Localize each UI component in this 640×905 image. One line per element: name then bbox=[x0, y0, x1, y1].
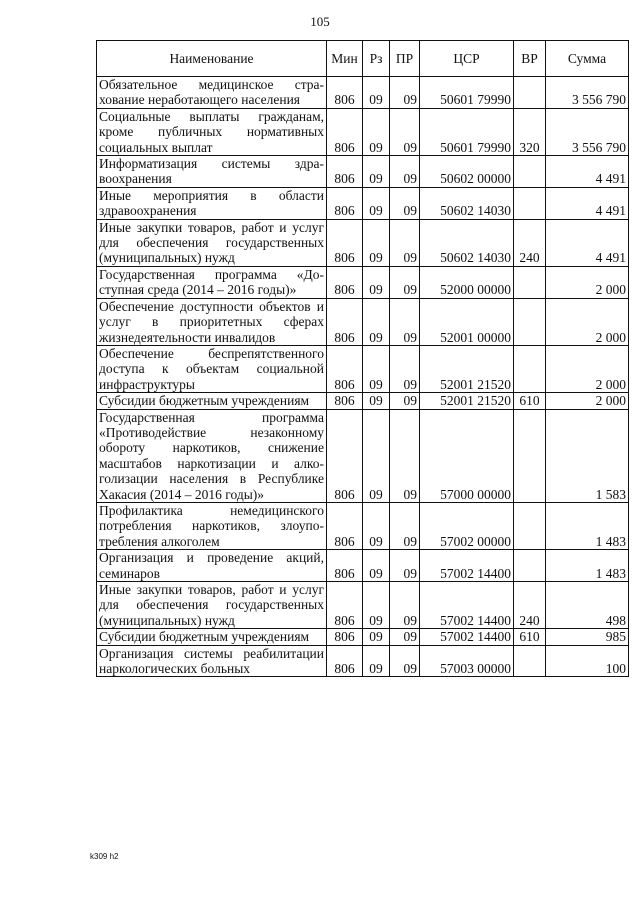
cell-name: Организация системы реабилитации наркологических больных bbox=[97, 645, 327, 677]
table-row bbox=[97, 582, 629, 629]
cell-min: 806 bbox=[327, 502, 363, 549]
cell-min: 806 bbox=[327, 629, 363, 645]
header-row bbox=[97, 41, 629, 77]
cell-csr: 52000 00000 bbox=[420, 266, 514, 298]
cell-sum: 2 000 bbox=[546, 266, 629, 298]
cell-sum: 2 000 bbox=[546, 345, 629, 392]
header-csr: ЦСР bbox=[420, 41, 514, 77]
cell-csr: 50602 14030 bbox=[420, 219, 514, 266]
cell-csr: 57003 00000 bbox=[420, 645, 514, 677]
cell-min: 806 bbox=[327, 582, 363, 629]
table-row bbox=[97, 187, 629, 219]
table-row bbox=[97, 266, 629, 298]
cell-rz: 09 bbox=[363, 629, 390, 645]
cell-sum: 2 000 bbox=[546, 298, 629, 345]
cell-name: Информатизация системы здравоохранения bbox=[97, 156, 327, 188]
cell-sum: 100 bbox=[546, 645, 629, 677]
cell-vr: 610 bbox=[514, 393, 546, 409]
header-pr: ПР bbox=[390, 41, 420, 77]
cell-min: 806 bbox=[327, 393, 363, 409]
header-min: Мин bbox=[327, 41, 363, 77]
header-vr: ВР bbox=[514, 41, 546, 77]
cell-name: Государственная программа «Доступная среда (2014 – 2016 годы)» bbox=[97, 266, 327, 298]
cell-min: 806 bbox=[327, 345, 363, 392]
cell-vr bbox=[514, 502, 546, 549]
cell-name: Субсидии бюджетным учреждениям bbox=[97, 629, 327, 645]
cell-min: 806 bbox=[327, 108, 363, 155]
cell-min: 806 bbox=[327, 550, 363, 582]
table-row bbox=[97, 77, 629, 109]
cell-min: 806 bbox=[327, 156, 363, 188]
cell-sum: 1 483 bbox=[546, 502, 629, 549]
cell-pr: 09 bbox=[390, 345, 420, 392]
table-row bbox=[97, 156, 629, 188]
cell-vr bbox=[514, 187, 546, 219]
cell-sum: 985 bbox=[546, 629, 629, 645]
cell-pr: 09 bbox=[390, 108, 420, 155]
cell-name: Субсидии бюджетным учреждениям bbox=[97, 393, 327, 409]
cell-min: 806 bbox=[327, 187, 363, 219]
table-header bbox=[97, 41, 629, 77]
cell-csr: 50601 79990 bbox=[420, 77, 514, 109]
cell-sum: 1 583 bbox=[546, 409, 629, 502]
cell-rz: 09 bbox=[363, 298, 390, 345]
cell-sum: 3 556 790 bbox=[546, 77, 629, 109]
table-row bbox=[97, 629, 629, 645]
cell-name: Иные закупки товаров, работ и услуг для обеспечения государственных (муниципальных) нужд bbox=[97, 582, 327, 629]
cell-vr bbox=[514, 645, 546, 677]
cell-rz: 09 bbox=[363, 219, 390, 266]
cell-sum: 2 000 bbox=[546, 393, 629, 409]
cell-rz: 09 bbox=[363, 156, 390, 188]
table-row bbox=[97, 502, 629, 549]
cell-rz: 09 bbox=[363, 550, 390, 582]
cell-name: Обязательное медицинское страхование неработающего населения bbox=[97, 77, 327, 109]
cell-min: 806 bbox=[327, 298, 363, 345]
cell-rz: 09 bbox=[363, 582, 390, 629]
cell-min: 806 bbox=[327, 266, 363, 298]
cell-vr: 240 bbox=[514, 219, 546, 266]
cell-csr: 57002 00000 bbox=[420, 502, 514, 549]
cell-name: Профилактика немедицинского потребления наркотиков, злоупотребления алкоголем bbox=[97, 502, 327, 549]
cell-csr: 57000 00000 bbox=[420, 409, 514, 502]
document-code: k309 h2 bbox=[90, 852, 119, 861]
cell-sum: 3 556 790 bbox=[546, 108, 629, 155]
cell-vr bbox=[514, 298, 546, 345]
cell-pr: 09 bbox=[390, 156, 420, 188]
cell-csr: 52001 00000 bbox=[420, 298, 514, 345]
cell-rz: 09 bbox=[363, 502, 390, 549]
cell-csr: 50602 14030 bbox=[420, 187, 514, 219]
cell-rz: 09 bbox=[363, 393, 390, 409]
cell-pr: 09 bbox=[390, 645, 420, 677]
cell-vr bbox=[514, 77, 546, 109]
cell-min: 806 bbox=[327, 409, 363, 502]
cell-pr: 09 bbox=[390, 266, 420, 298]
table-row bbox=[97, 393, 629, 409]
cell-rz: 09 bbox=[363, 266, 390, 298]
cell-pr: 09 bbox=[390, 219, 420, 266]
cell-vr: 610 bbox=[514, 629, 546, 645]
cell-csr: 57002 14400 bbox=[420, 550, 514, 582]
cell-csr: 57002 14400 bbox=[420, 629, 514, 645]
cell-pr: 09 bbox=[390, 629, 420, 645]
cell-name: Социальные выплаты гражданам, кроме публичных нормативных социальных выплат bbox=[97, 108, 327, 155]
table-row bbox=[97, 219, 629, 266]
cell-csr: 52001 21520 bbox=[420, 345, 514, 392]
table-row bbox=[97, 550, 629, 582]
cell-pr: 09 bbox=[390, 502, 420, 549]
cell-pr: 09 bbox=[390, 550, 420, 582]
cell-min: 806 bbox=[327, 77, 363, 109]
cell-pr: 09 bbox=[390, 187, 420, 219]
cell-rz: 09 bbox=[363, 345, 390, 392]
cell-rz: 09 bbox=[363, 409, 390, 502]
cell-rz: 09 bbox=[363, 187, 390, 219]
cell-sum: 4 491 bbox=[546, 156, 629, 188]
cell-pr: 09 bbox=[390, 393, 420, 409]
cell-vr: 240 bbox=[514, 582, 546, 629]
page-number: 105 bbox=[310, 14, 330, 29]
cell-name: Государственная программа «Противодействие незаконному обороту наркотиков, снижение масштабов наркотизации и алкоголизации населения в Республике Хакасия (2014 – 2016 годы)» bbox=[97, 409, 327, 502]
cell-vr bbox=[514, 156, 546, 188]
table-row bbox=[97, 298, 629, 345]
cell-csr: 57002 14400 bbox=[420, 582, 514, 629]
cell-vr bbox=[514, 409, 546, 502]
table-row bbox=[97, 409, 629, 502]
table-row bbox=[97, 345, 629, 392]
header-name: Наименование bbox=[97, 41, 327, 77]
cell-sum: 4 491 bbox=[546, 219, 629, 266]
cell-sum: 498 bbox=[546, 582, 629, 629]
cell-pr: 09 bbox=[390, 409, 420, 502]
table-body bbox=[97, 77, 629, 677]
cell-pr: 09 bbox=[390, 77, 420, 109]
cell-sum: 4 491 bbox=[546, 187, 629, 219]
cell-vr bbox=[514, 345, 546, 392]
cell-rz: 09 bbox=[363, 645, 390, 677]
cell-name: Иные мероприятия в области здравоохранения bbox=[97, 187, 327, 219]
table-row bbox=[97, 108, 629, 155]
header-sum: Сумма bbox=[546, 41, 629, 77]
table-row bbox=[97, 645, 629, 677]
cell-pr: 09 bbox=[390, 298, 420, 345]
cell-csr: 52001 21520 bbox=[420, 393, 514, 409]
header-rz: Рз bbox=[363, 41, 390, 77]
cell-pr: 09 bbox=[390, 582, 420, 629]
budget-table bbox=[96, 40, 629, 677]
cell-name: Обеспечение доступности объектов и услуг в приоритетных сферах жизнедеятельности инвалидов bbox=[97, 298, 327, 345]
cell-rz: 09 bbox=[363, 108, 390, 155]
cell-name: Организация и проведение акций, семинаров bbox=[97, 550, 327, 582]
cell-vr bbox=[514, 266, 546, 298]
cell-min: 806 bbox=[327, 645, 363, 677]
cell-vr: 320 bbox=[514, 108, 546, 155]
cell-rz: 09 bbox=[363, 77, 390, 109]
cell-name: Обеспечение беспрепятственного доступа к объектам социальной инфраструктуры bbox=[97, 345, 327, 392]
cell-csr: 50601 79990 bbox=[420, 108, 514, 155]
cell-sum: 1 483 bbox=[546, 550, 629, 582]
cell-csr: 50602 00000 bbox=[420, 156, 514, 188]
cell-min: 806 bbox=[327, 219, 363, 266]
cell-vr bbox=[514, 550, 546, 582]
cell-name: Иные закупки товаров, работ и услуг для обеспечения государственных (муниципальных) нужд bbox=[97, 219, 327, 266]
